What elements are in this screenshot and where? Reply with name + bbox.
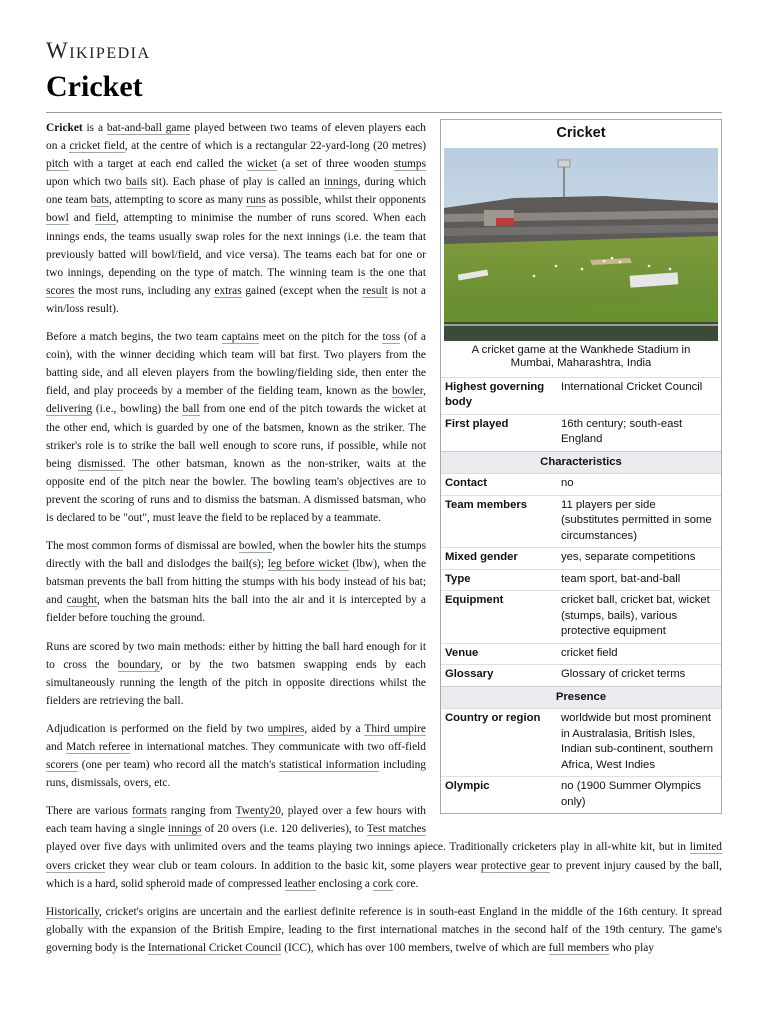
article-link[interactable]: leather [284,877,316,890]
article-link[interactable]: bats [90,194,109,207]
infobox-row-mixed-gender [441,548,721,570]
infobox-value[interactable]: 11 players per side (substitutes permitted in some circumstances) [555,495,721,548]
article-link[interactable]: innings [324,176,358,189]
infobox-row-equipment [441,591,721,644]
article-link[interactable]: ball [182,403,200,416]
infobox-value[interactable]: 16th century; south-east England [555,414,721,451]
infobox-label: Equipment [441,591,555,644]
article-link[interactable]: cork [372,877,394,890]
infobox-row-type [441,569,721,591]
article-paragraph: The most common forms of dismissal are bowled, when the bowler hits the stumps directly with the ball and dislodges the bail(s); leg before wicket (lbw), when the batsman prevents the ball from hitting the stumps with his body instead of his bat; and caught, when the batsman hits the ball into the air and it is intercepted by a fielder before touching the ground. [46,540,427,625]
infobox-section-characteristics [441,451,721,474]
article-paragraph: Historically, cricket's origins are uncertain and the earliest definite reference is in south-east England in the middle of the 16th century. It spread globally with the expansion of the British Empire, leading to the first international matches in the second half of the 19th century. The game's governing body is the International Cricket Council (ICC), which has over 100 members, twelve of which are full members who play [46,905,722,954]
article-paragraph: Runs are scored by two main methods: either by hitting the ball hard enough for it to cross the boundary, or by the two batsmen swapping ends by each simultaneously running the length of the pitch in opposite directions whilst the fielders are retrieving the ball. [46,640,426,707]
infobox-row-team-members [441,495,721,548]
article-link[interactable]: Test matches [366,823,427,836]
article-link[interactable]: stumps [393,158,427,171]
stadium-photo[interactable] [444,148,718,341]
article-link[interactable]: umpires [267,722,305,735]
article-link[interactable]: wicket [246,158,278,171]
infobox-row-contact [441,474,721,496]
article-link[interactable]: bowled [238,540,273,553]
infobox-title: Cricket [556,125,606,141]
infobox-label: Country or region [441,709,555,777]
article-link[interactable]: Twenty20 [235,805,281,818]
infobox-value[interactable]: International Cricket Council [555,377,721,414]
article-link[interactable]: scores [46,284,75,297]
article-link[interactable]: dismissed [77,457,123,470]
article-link[interactable]: field [95,212,116,225]
article-body [46,119,722,967]
infobox-value[interactable]: yes, separate competitions [555,548,721,570]
article-link[interactable]: leg before wicket [267,558,349,571]
article-link[interactable]: scorers [46,759,79,772]
infobox-row-glossary [441,665,721,687]
article-link[interactable]: extras [214,284,242,297]
infobox-value[interactable]: no [555,474,721,496]
article-link[interactable]: toss [382,331,401,344]
infobox-label: Olympic [441,777,555,814]
article-link[interactable]: captains [221,331,259,344]
infobox-label: First played [441,414,555,451]
article-link[interactable]: Third umpire [364,722,426,735]
infobox-value[interactable]: cricket ball, cricket bat, wicket (stumps, bails), various protective equipment [555,591,721,644]
infobox-value[interactable]: cricket field [555,643,721,665]
article-link[interactable]: statistical information [279,759,380,772]
page-title: Cricket [46,70,143,103]
article-link[interactable]: bowl [46,212,69,225]
infobox-label: Glossary [441,665,555,687]
infobox-caption: A cricket game at the Wankhede Stadium in Mumbai, Maharashtra, India [471,343,691,369]
infobox-label: Mixed gender [441,548,555,570]
article-link[interactable]: limited overs cricket [46,841,722,872]
article-link[interactable]: result [362,284,388,297]
article-link[interactable]: bails [125,176,148,189]
infobox-label: Team members [441,495,555,548]
article-link[interactable]: bowler [391,385,424,398]
infobox-row-country-or-region [441,709,721,777]
infobox-row-olympic [441,777,721,814]
infobox-row-venue [441,643,721,665]
article-link[interactable]: Historically [46,905,100,918]
article-link[interactable]: Match referee [66,741,131,753]
infobox-value[interactable]: worldwide but most prominent in Australasia, British Isles, Indian sub-continent, southern Africa, West Indies [555,709,721,777]
article-paragraph: Cricket is a bat-and-ball game played between two teams of eleven players each on a cricket field, at the centre of which is a rectangular 22-yard-long (20 metres) pitch with a target at each end called the wicket (a set of three wooden stumps upon which two bails sit). Each phase of play is called an innings, during which one team bats, attempting to score as many runs as possible, whilst their opponents bowl and field, attempting to minimise the number of runs scored. When each innings ends, the teams usually swap roles for the next innings (i.e. the team that previously batted will bowl/field, and vice versa). The teams each bat for one or two innings, depending on the type of match. The winning team is the one that scores the most runs, including any extras gained (except when the result is not a win/loss result). [46,122,427,315]
article-paragraph: There are various formats ranging from Twenty20, played over a few hours with each team having a single innings of 20 overs (i.e. 120 deliveries), to Test matches played over five days with unlimited overs and the teams playing two innings apiece. Traditionally cricketers play in all-white kit, but in limited overs cricket they wear club or team colours. In addition to the basic kit, some players wear protective gear to prevent injury caused by the ball, which is a hard, solid spheroid made of compressed leather enclosing a cork core. [46,805,722,890]
article-link[interactable]: innings [168,823,202,836]
infobox-label: Type [441,569,555,591]
infobox-row-highest-governing-body [441,377,721,414]
infobox-section-header: Presence [441,686,721,709]
wikipedia-wordmark[interactable]: Wikipedia [46,38,151,63]
infobox-section-presence [441,686,721,709]
article-link[interactable]: protective gear [480,859,550,872]
title-divider [46,112,722,113]
article-link[interactable]: delivering [46,403,93,416]
infobox-value[interactable]: team sport, bat-and-ball [555,569,721,591]
infobox [440,119,722,814]
article-link[interactable]: pitch [46,158,69,171]
bold-term: Cricket [46,122,83,134]
article-paragraph: Adjudication is performed on the field by two umpires, aided by a Third umpire and Match referee in international matches. They communicate with two off-field scorers (one per team) who record all the match's statistical information including runs, dismissals, overs, etc. [46,722,426,790]
article-link[interactable]: cricket field [69,140,125,153]
article-link[interactable]: International Cricket Council [147,941,282,954]
article-link[interactable]: runs [246,194,266,207]
article-link[interactable]: boundary [117,658,160,671]
infobox-label: Highest governing body [441,377,555,414]
infobox-row-first-played [441,414,721,451]
infobox-section-header: Characteristics [441,451,721,474]
article-link[interactable]: caught [66,594,97,607]
article-link[interactable]: bat-and-ball game [106,122,191,134]
infobox-label: Venue [441,643,555,665]
article-paragraph: Before a match begins, the two team captains meet on the pitch for the toss (of a coin), with the winner deciding which team will bat first. Two players from the batting side, and all eleven players from the bowling/fielding side, then enter the field, and play proceeds by a member of the fielding team, known as the bowler, delivering (i.e., bowling) the ball from one end of the pitch towards the wicket at the other end, which is guarded by one of the batsmen, known as the striker. The striker's role is to strike the ball well enough to score runs, if possible, while not being dismissed. The other batsman, known as the non-striker, waits at the opposite end of the pitch near the bowler. The bowling team's objectives are to prevent the scoring of runs and to dismiss the batsman. A dismissed batsman, who is declared to be "out", must leave the field to be replaced by a teammate. [46,331,426,524]
infobox-value[interactable]: Glossary of cricket terms [555,665,721,687]
infobox-value[interactable]: no (1900 Summer Olympics only) [555,777,721,814]
infobox-table [441,377,721,814]
article-link[interactable]: formats [131,805,167,818]
infobox-label: Contact [441,474,555,496]
article-link[interactable]: full members [548,941,610,954]
